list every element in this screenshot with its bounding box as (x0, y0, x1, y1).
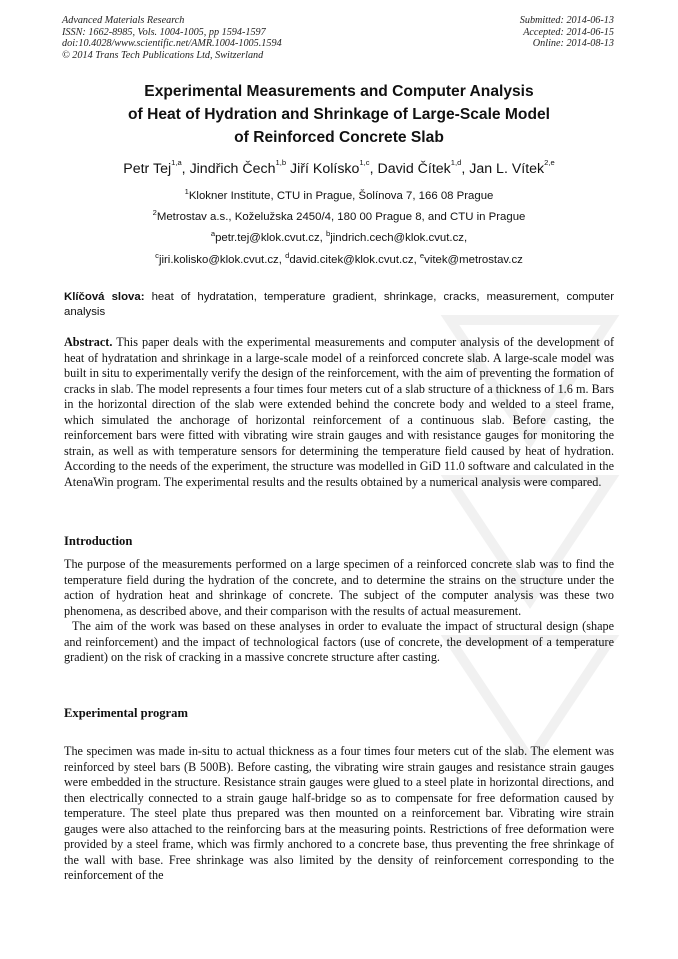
author-name: Jan L. Vítek (469, 161, 545, 177)
affiliation-1: $^1$Klokner Institute, CTU in Prague, Šolínova 7, 166 08 Prague (184, 187, 494, 202)
title-line: of Heat of Hydration and Shrinkage of Large-Scale Model (128, 106, 550, 123)
author-affiliation-mark: 1,c (359, 158, 370, 167)
author-name: Jindřich Čech (189, 161, 276, 177)
keywords-label: Klíčová slova: (64, 291, 145, 303)
paragraph: The aim of the work was based on these analyses in order to evaluate the impact of structural design (shape and reinforcement) and the impact of technological factors (use of concrete, the development of a temperature gradient) on the risk of cracking in a massive concrete structure after casting. (64, 619, 614, 664)
submitted-date: Submitted: 2014-06-13 (519, 15, 614, 26)
email-link[interactable]: petr.tej@klok.cvut.cz, (215, 232, 327, 244)
online-date: Online: 2014-08-13 (532, 38, 614, 49)
email-link[interactable]: jindrich.cech@klok.cvut.cz, (330, 232, 468, 244)
journal-copyright: © 2014 Trans Tech Publications Ltd, Switzerland (62, 49, 264, 61)
publication-dates (520, 15, 614, 50)
affiliation-2: $^2$Metrostav a.s., Koželužska 2450/4, 180 00 Prague 8, and CTU in Prague (152, 208, 526, 223)
title-line: of Reinforced Concrete Slab (234, 129, 444, 146)
accepted-date: Accepted: 2014-06-15 (523, 26, 614, 38)
author-name: Jiří Kolísko (290, 161, 360, 177)
abstract-label: Abstract. (64, 335, 113, 349)
paragraph: The purpose of the measurements performed on a large specimen of a reinforced concrete slab was to find the temperature field during the hydration of the concrete, and to determine the strains on the structure under the action of hydration heat and shrinkage of concrete. The subject of the computer analysis was these two phenomena, as described above, and their comparison with the results of actual measurement. (64, 557, 614, 618)
author-affiliation-mark: 1,b (275, 158, 287, 167)
author-affiliation-mark: 1,a (171, 158, 182, 167)
experimental-program-body (64, 744, 614, 884)
journal-doi: doi:10.4028/www.scientific.net/AMR.1004-1005.1594 (62, 38, 282, 49)
abstract (64, 335, 614, 490)
introduction-body (64, 557, 614, 666)
author-affiliation-mark: 1,d (450, 158, 462, 167)
emails-line-2: $^c$jiri.kolisko@klok.cvut.cz, $^d$david.citek@klok.cvut.cz, $^e$vitek@metrostav.cz (155, 251, 523, 266)
title-line: Experimental Measurements and Computer Analysis (144, 83, 534, 100)
section-heading-experimental-program: Experimental program (64, 706, 188, 720)
author-affiliation-mark: 2,e (544, 158, 555, 167)
keywords-text: heat of hydratation, temperature gradient, shrinkage, cracks, measurement, computer analysis (64, 291, 614, 318)
abstract-text: This paper deals with the experimental measurements and computer analysis of the development of heat of hydratation and shrinkage in a large-scale model of a reinforced concrete slab. A large-scale model was built in situ to experimentally verify the design of the reinforcement, with the aim of preventing the formation of cracks in slab. The model represents a four times four meters cut of a slab structure of a thickness of 1.6 m. Bars in the horizontal direction of the slab were extended behind the concrete body and welded to a steel frame, which simulated the anchorage of horizontal reinforcement of a continuous slab. Before casting, the reinforcement bars were fitted with vibrating wire strain gauges and with resistance gauges for monitoring the strain, as well as with temperature sensors for determining the temperature field caused by heat of hydration. According to the needs of the experiment, the structure was modelled in GiD 11.0 software and calculated in the AtenaWin program. The experimental results and the results obtained by a numerical analysis were compared. (64, 335, 614, 489)
author-name: David Čítek (377, 161, 451, 177)
journal-info (62, 15, 282, 61)
section-heading-introduction: Introduction (64, 534, 133, 548)
keywords (64, 290, 614, 320)
paper-title (40, 80, 638, 149)
author-name: Petr Tej (123, 161, 172, 177)
email-link[interactable]: vitek@metrostav.cz (424, 254, 523, 266)
journal-issn: ISSN: 1662-8985, Vols. 1004-1005, pp 1594-1597 (62, 26, 266, 38)
author-list: Petr Tej$^{1,a}$, Jindřich Čech$^{1,b}$ Jiří Kolísko$^{1,c}$, David Čítek$^{1,d}$, Jan L. Vítek$^{2,e}$ (123, 158, 555, 177)
email-link[interactable]: david.citek@klok.cvut.cz, (289, 254, 420, 266)
email-link[interactable]: jiri.kolisko@klok.cvut.cz, (158, 254, 286, 266)
emails-line-1: $^a$petr.tej@klok.cvut.cz, $^b$jindrich.cech@klok.cvut.cz, (210, 229, 468, 244)
journal-name: Advanced Materials Research (62, 15, 185, 26)
paragraph: The specimen was made in-situ to actual thickness as a four times four meters cut of the slab. The element was reinforced by steel bars (B 500B). Before casting, the vibrating wire strain gauges and resistance strain gauges were embedded in the structure. Resistance strain gauges were glued to a steel plate in horizontal directions, and then electrically connected to a strain gauge half-bridge so as to compensate for free deformation caused by temperature. The steel plate thus prepared was then mounted on a reinforcement bar. Vibrating wire strain gauges were also attached to the reinforcing bars at the measuring points. Restrictions of free deformation were provided by a steel frame, which was firmly anchored to a concrete base, thus preventing the free shrinkage of the wall with base. Free shrinkage was also limited by the density of reinforcement corresponding to the reinforcement of the (64, 744, 614, 882)
